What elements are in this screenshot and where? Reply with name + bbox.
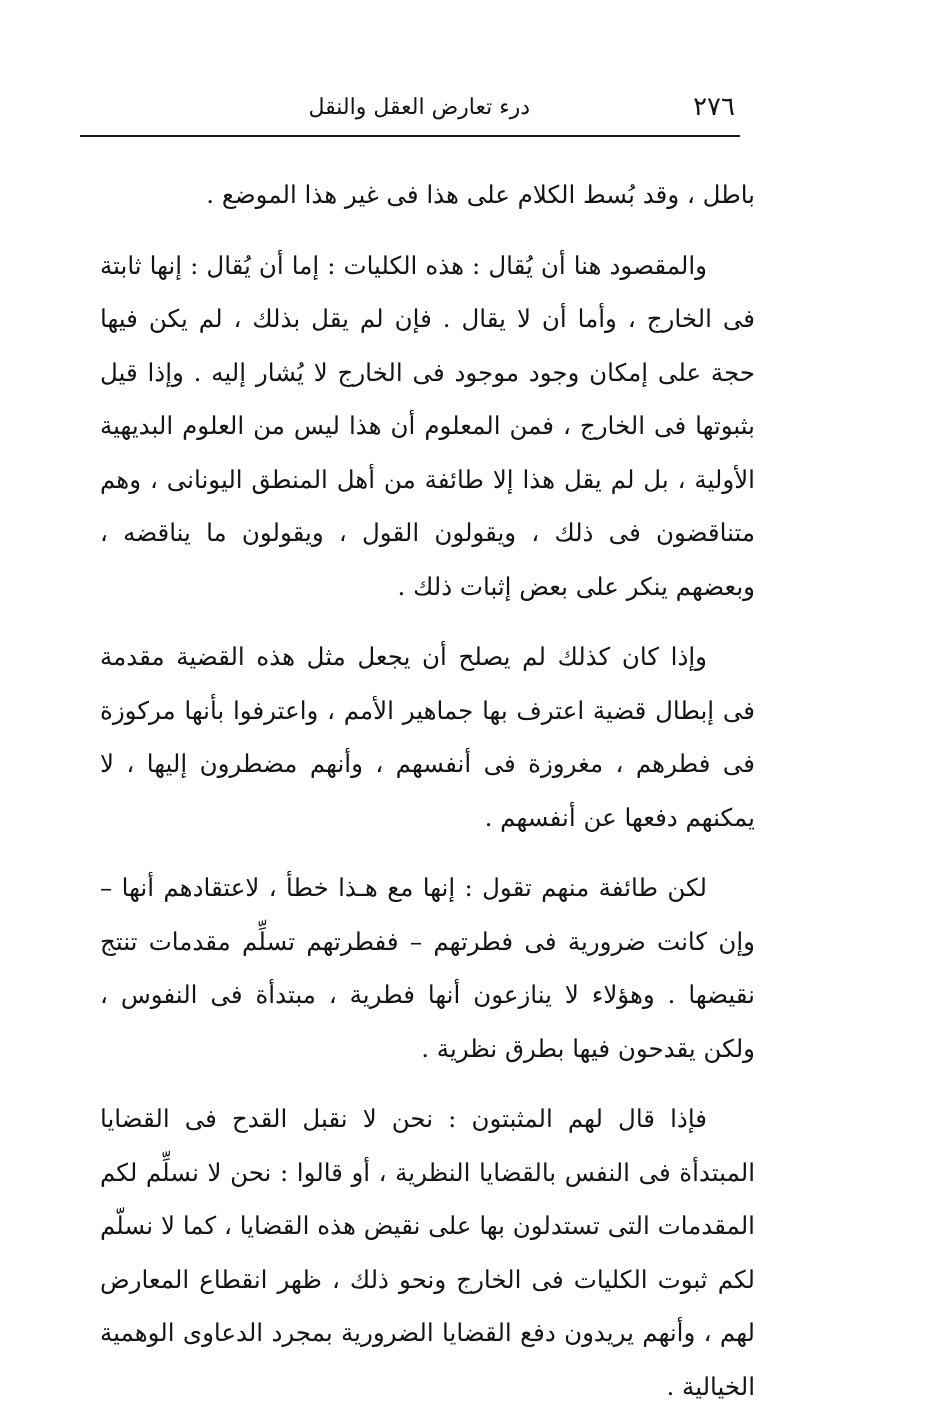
page-number: ٢٧٦ — [693, 92, 735, 122]
paragraph-2: والمقصود هنا أن يُقال : هذه الكليات : إما أن يُقال : إنها ثابتة فى الخارج ، وأما أن لا يقال . فإن لم يقل بذلك ، لم يكن فيها حجة على إمكان وجود موجود فى الخارج لا يُشار إليه . وإذا قيل بثبوتها فى الخارج ، فمن المعلوم أن هذا ليس من العلوم البديهية الأولية ، بل لم يقل هذا إلا طائفة من أهل المنطق اليونانى ، وهم متناقضون فى ذلك ، ويقولون القول ، ويقولون ما يناقضه ، وبعضهم ينكر على بعض إثبات ذلك . — [100, 250, 755, 601]
paragraph-4: لكن طائفة منهم تقول : إنها مع هـذا خطأ ، لاعتقادهم أنها – وإن كانت ضرورية فى فطرتهم – ففطرتهم تسلِّم مقدمات تنتج نقيضها . وهؤلاء لا ينازعون أنها فطرية ، مبتدأة فى النفوس ، ولكن يقدحون فيها بطرق نظرية . — [100, 873, 755, 1063]
paragraph-3: وإذا كان كذلك لم يصلح أن يجعل مثل هذه القضية مقدمة فى إبطال قضية اعترف بها جماهير الأمم ، واعترفوا بأنها مركوزة فى فطرهم ، مغروزة فى أنفسهم ، وأنهم مضطرون إليها ، لا يمكنهم دفعها عن أنفسهم . — [100, 642, 755, 832]
paragraph-1: باطل ، وقد بُسط الكلام على هذا فى غير هذا الموضع . — [206, 180, 755, 209]
body-text — [100, 168, 755, 1413]
paragraph-5: فإذا قال لهم المثبتون : نحن لا نقبل القدح فى القضايا المبتدأة فى النفس بالقضايا النظرية ، أو قالوا : نحن لا نسلِّم لكم المقدمات التى تستدلون بها على نقيض هذه القضايا ، كما لا نسلّم لكم ثبوت الكليات فى الخارج ونحو ذلك ، ظهر انقطاع المعارض لهم ، وأنهم يريدون دفع القضايا الضرورية بمجرد الدعاوى الوهمية الخيالية . — [100, 1104, 755, 1401]
page-header — [80, 88, 740, 128]
running-title: درء تعارض العقل والنقل — [308, 95, 530, 120]
header-rule — [80, 135, 740, 137]
